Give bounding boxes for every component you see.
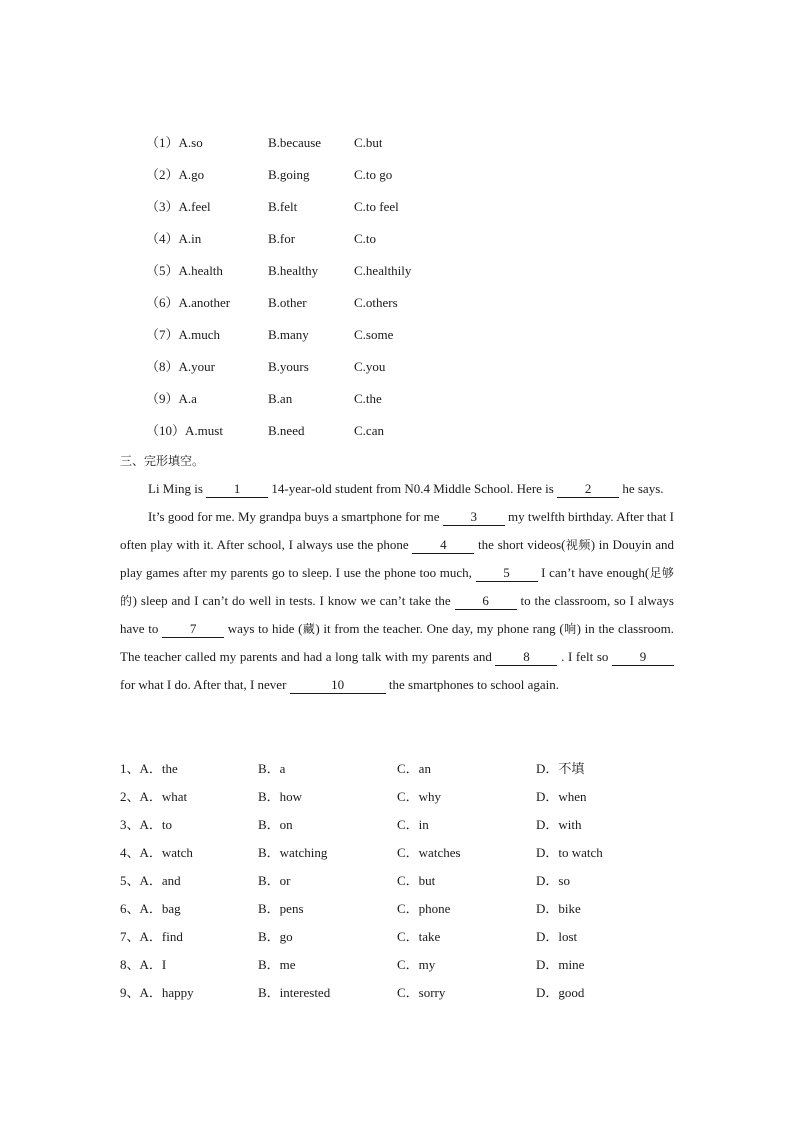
item-option-c: C．watches [397, 845, 461, 860]
item-option-d: D．bike [536, 901, 581, 916]
item-option-b: B．interested [258, 985, 331, 1000]
item-option-c: C.healthily [354, 263, 412, 278]
item-option-b: B．how [258, 789, 303, 804]
item-option-b: B．watching [258, 845, 328, 860]
item-option-d: D．不填 [536, 761, 585, 776]
blank-6: 6 [455, 593, 517, 610]
item-option-a: （9）A.a [146, 391, 197, 406]
item-option-a: （3）A.feel [146, 199, 211, 214]
item-option-c: C.others [354, 295, 398, 310]
item-option-b: B.many [268, 327, 309, 342]
blank-7: 7 [162, 621, 224, 638]
section-heading: 三、完形填空。 [120, 454, 205, 468]
item-option-c: C．my [397, 957, 436, 972]
item-option-a: 7、A．find [120, 929, 183, 944]
item-option-c: C．why [397, 789, 442, 804]
item-option-b: B．go [258, 929, 293, 944]
item-option-c: C.some [354, 327, 394, 342]
item-option-b: B．me [258, 957, 296, 972]
blank-9: 9 [612, 649, 674, 666]
item-option-b: B．pens [258, 901, 304, 916]
item-option-a: （10）A.must [146, 423, 223, 438]
item-option-b: B．on [258, 817, 293, 832]
item-option-d: D．good [536, 985, 585, 1000]
item-option-b: B.felt [268, 199, 298, 214]
item-option-c: C.to feel [354, 199, 399, 214]
item-option-a: 6、A．bag [120, 901, 181, 916]
item-option-a: （5）A.health [146, 263, 223, 278]
item-option-a: 9、A．happy [120, 985, 194, 1000]
item-option-c: C.can [354, 423, 384, 438]
blank-1: 1 [206, 481, 268, 498]
item-option-d: D．mine [536, 957, 585, 972]
item-option-c: C．an [397, 761, 431, 776]
item-option-c: C.but [354, 135, 383, 150]
item-option-c: C.to [354, 231, 377, 246]
item-option-a: 3、A．to [120, 817, 173, 832]
item-option-c: C.you [354, 359, 386, 374]
item-option-b: B.because [268, 135, 322, 150]
item-option-d: D．when [536, 789, 587, 804]
item-option-d: D．lost [536, 929, 578, 944]
item-option-d: D．to watch [536, 845, 603, 860]
item-option-c: C.the [354, 391, 382, 406]
item-option-b: B.need [268, 423, 305, 438]
item-option-c: C．but [397, 873, 436, 888]
item-option-b: B.yours [268, 359, 309, 374]
item-option-a: （4）A.in [146, 231, 202, 246]
item-option-a: （8）A.your [146, 359, 215, 374]
item-option-a: （7）A.much [146, 327, 221, 342]
item-option-a: （1）A.so [146, 135, 203, 150]
blank-5: 5 [476, 565, 538, 582]
blank-2: 2 [557, 481, 619, 498]
item-option-b: B．a [258, 761, 286, 776]
item-option-d: D．with [536, 817, 582, 832]
item-option-b: B.healthy [268, 263, 319, 278]
item-option-b: B.for [268, 231, 296, 246]
blank-8: 8 [495, 649, 557, 666]
item-option-b: B．or [258, 873, 291, 888]
item-option-c: C.to go [354, 167, 393, 182]
item-option-b: B.an [268, 391, 293, 406]
item-option-d: D．so [536, 873, 570, 888]
blank-10: 10 [290, 677, 386, 694]
item-option-b: B.going [268, 167, 310, 182]
item-option-b: B.other [268, 295, 307, 310]
cloze-passage [120, 475, 674, 699]
blank-3: 3 [443, 509, 505, 526]
item-option-a: 1、A．the [120, 761, 178, 776]
passage-paragraph-2: It’s good for me. My grandpa buys a smartphone for me 3 my twelfth birthday. After that I often play with it. After school, I always use the phone 4 the short videos(视频) in Douyin and play games after my parents go to sleep. I use the phone too much, 5 I can’t have enough(足够的) sleep and I can’t do well in tests. I know we can’t take the 6 to the classroom, so I always have to 7 ways to hide (藏) it from the teacher. One day, my phone rang (响) in the classroom. The teacher called my parents and had a long talk with my parents and 8 . I felt so 9 for what I do. After that, I never 10 the smartphones to school again. [120, 509, 675, 692]
item-option-a: 4、A．watch [120, 845, 193, 860]
item-option-a: 2、A．what [120, 789, 188, 804]
item-option-c: C．in [397, 817, 429, 832]
item-option-a: 5、A．and [120, 873, 181, 888]
item-option-c: C．phone [397, 901, 451, 916]
item-option-c: C．take [397, 929, 441, 944]
item-option-c: C．sorry [397, 985, 446, 1000]
blank-4: 4 [412, 537, 474, 554]
item-option-a: （6）A.another [146, 295, 231, 310]
passage-paragraph-1: Li Ming is 1 14-year-old student from N0.4 Middle School. Here is 2 he says. [148, 481, 664, 496]
item-option-a: 8、A．I [120, 957, 167, 972]
item-option-a: （2）A.go [146, 167, 205, 182]
